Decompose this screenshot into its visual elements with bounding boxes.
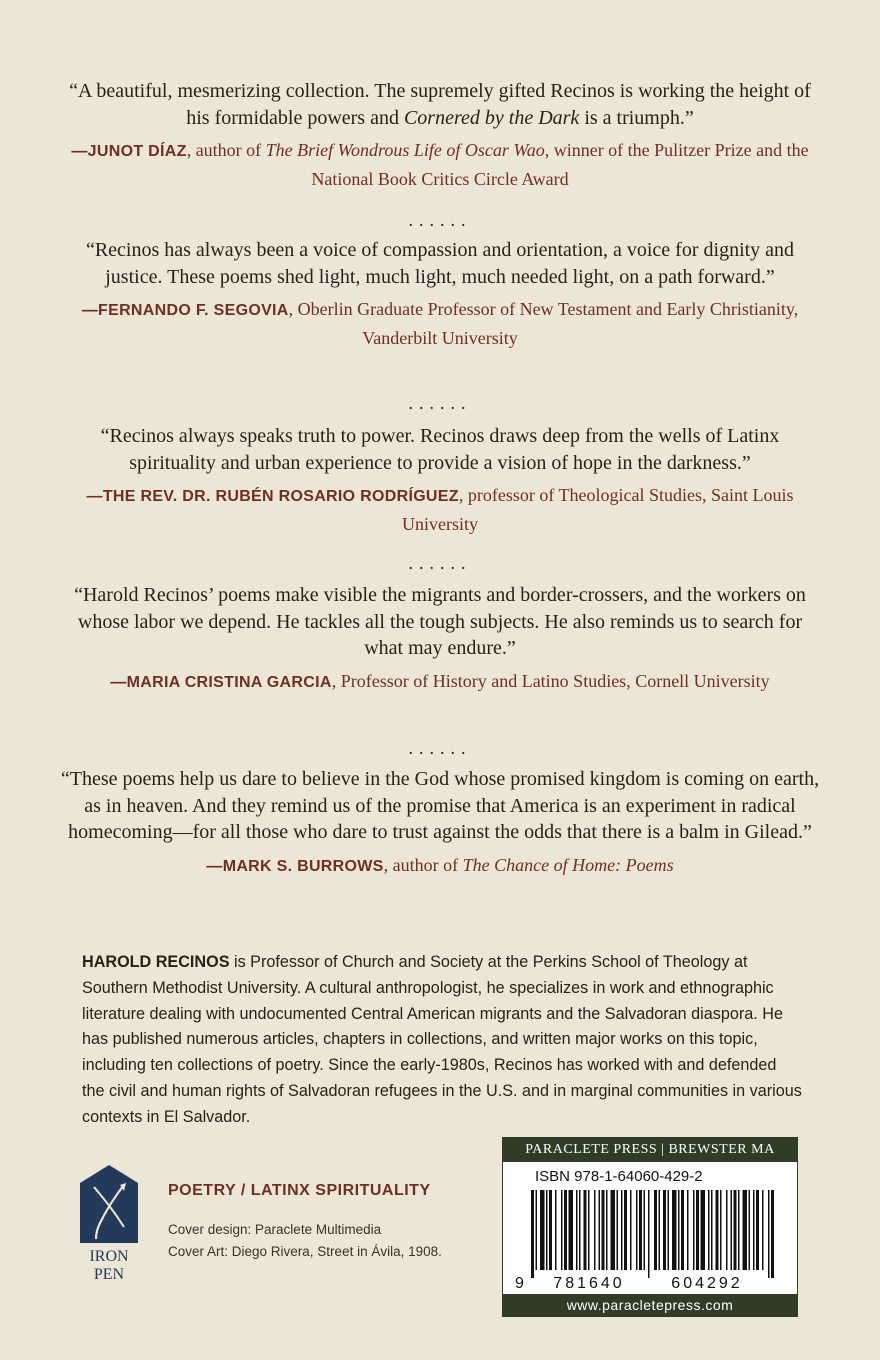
reviewer-name: —MARIA CRISTINA GARCIA [110,673,332,691]
barcode-bar [734,1190,737,1270]
barcode-bar [546,1190,548,1270]
review-4 [60,582,820,696]
barcode-bar [531,1190,534,1278]
cover-art-credit: Cover Art: Diego Rivera, Street in Ávila, 1908. [168,1244,442,1259]
barcode-bar [668,1190,670,1270]
reviewer-name: —JUNOT DÍAZ [71,143,187,160]
reviewer-name: —THE REV. DR. RUBÉN ROSARIO RODRÍGUEZ [86,488,459,505]
publisher-url: www.paracletepress.com [503,1294,797,1316]
barcode-bar [756,1190,759,1270]
barcode-bar [716,1190,719,1270]
barcode-bar [696,1190,699,1270]
review-attribution: —FERNANDO F. SEGOVIA, Oberlin Graduate Professor of New Testament and Early Christianity, Vanderbilt University [81,299,799,348]
barcode-bar [672,1190,677,1270]
barcode-bar [606,1190,608,1270]
barcode-bar [708,1190,710,1270]
barcode-bar [630,1190,632,1270]
barcode-digits-right: 604292 [671,1275,743,1290]
barcode-bar [738,1190,740,1270]
review-1 [60,78,820,192]
review-2 [60,237,820,351]
author-bio: HAROLD RECINOS is Professor of Church and Society at the Perkins School of Theology at Southern Methodist University. A cultural anthropologist, he specializes in work and ethnographic literature dealing with undocumented Central American migrants and the Salvadoran diaspora. He has published numerous articles, chapters in collections, and written major works on this topic, including ten collections of poetry. Since the early-1980s, Recinos has worked with and defended the civil and human rights of Salvadoran refugees in the U.S. and in marginal communities in various contexts in El Salvador. [82,953,802,1126]
barcode-bar [693,1190,695,1270]
barcode-bar [602,1190,605,1270]
separator-dots: ...... [408,210,472,230]
barcode-bar [648,1190,650,1278]
review-attribution: —MARK S. BURROWS, author of The Chance of Home: Poems [206,854,674,875]
barcode-bar [762,1190,764,1270]
reviewer-name: —MARK S. BURROWS [206,857,384,875]
barcode-bar [584,1190,587,1270]
review-attribution: —MARIA CRISTINA GARCIA, Professor of History and Latino Studies, Cornell University [110,670,770,691]
review-5 [60,766,820,880]
barcode-bar [576,1190,578,1270]
barcode-bar [594,1190,596,1270]
barcode-bar [701,1190,706,1270]
review-quote: “Recinos always speaks truth to power. Recinos draws deep from the wells of Latinx spirituality and urban experience to provide a vision of hope in the darkness.” [100,425,780,474]
barcode-bar [599,1190,601,1270]
barcode-bar [579,1190,581,1270]
barcode-bar [731,1190,733,1270]
isbn-label: ISBN 978-1-64060-429-2 [535,1168,703,1185]
separator-dots: ...... [408,738,472,758]
review-attribution: —THE REV. DR. RUBÉN ROSARIO RODRÍGUEZ, professor of Theological Studies, Saint Louis University [86,485,794,534]
barcode-bar [654,1190,657,1270]
barcode-bar [636,1190,638,1270]
cover-design-credit: Cover design: Paraclete Multimedia [168,1222,382,1237]
genre-label: POETRY / LATINX SPIRITUALITY [168,1182,431,1199]
barcode-bar [564,1190,567,1270]
logo-line-1: IRON [89,1248,129,1265]
barcode-icon [511,1190,791,1290]
barcode-bar [687,1190,689,1270]
iron-pen-logo-icon [80,1165,138,1283]
barcode-digit-first: 9 [515,1275,524,1290]
barcode-digits-left: 781640 [553,1275,625,1290]
barcode-bar [624,1190,627,1270]
barcode-bar [611,1190,616,1270]
barcode-bar [743,1190,748,1270]
barcode-bar [771,1190,774,1278]
barcode-bar [678,1190,680,1270]
barcode-bar [749,1190,751,1270]
barcode-bar [555,1190,557,1270]
barcode-bar [540,1190,545,1270]
barcode-bar [621,1190,623,1270]
barcode-bar [720,1190,722,1270]
barcode-bar [617,1190,619,1270]
review-3 [60,423,820,537]
review-quote: “Recinos has always been a voice of compassion and orientation, a voice for dignity and justice. These poems shed light, much light, much needed light, on a path forward.” [85,239,795,288]
barcode-bar [753,1190,755,1270]
separator-dots: ...... [408,393,472,413]
logo-line-2: PEN [93,1266,125,1283]
barcode-bar [639,1190,642,1270]
review-quote: “A beautiful, mesmerizing collection. The supremely gifted Recinos is working the height of his formidable powers and Cornered by the Dark is a triumph.” [69,80,811,129]
barcode-bar [768,1190,770,1278]
barcode-bar [644,1190,646,1270]
barcode-bar [659,1190,661,1270]
barcode-box [502,1137,798,1317]
review-quote: “Harold Recinos’ poems make visible the migrants and border-crossers, and the workers on whose labor we depend. He tackles all the tough subjects. He also reminds us to search for what may endure.” [74,584,806,659]
barcode-bar [663,1190,666,1270]
review-attribution: —JUNOT DÍAZ, author of The Brief Wondrous Life of Oscar Wao, winner of the Pulitzer Prize and the National Book Critics Circle Award [71,140,809,189]
reviewer-name: —FERNANDO F. SEGOVIA [81,302,289,319]
barcode-bar [588,1190,590,1270]
barcode-bar [536,1190,538,1270]
barcode-bar [681,1190,684,1270]
publisher-band: PARACLETE PRESS | BREWSTER MA [503,1138,797,1162]
barcode-bar [569,1190,574,1270]
barcode-bar [711,1190,713,1270]
barcode-bar [549,1190,552,1270]
separator-dots: ...... [408,553,472,573]
barcode-bar [561,1190,563,1270]
review-quote: “These poems help us dare to believe in the God whose promised kingdom is coming on earth, as in heaven. And they remind us of the promise that America is an experiment in radical homecoming—for all those who dare to trust against the odds that there is a balm in Gilead.” [60,768,820,843]
barcode-bar [726,1190,728,1270]
author-name: HAROLD RECINOS [82,953,230,971]
